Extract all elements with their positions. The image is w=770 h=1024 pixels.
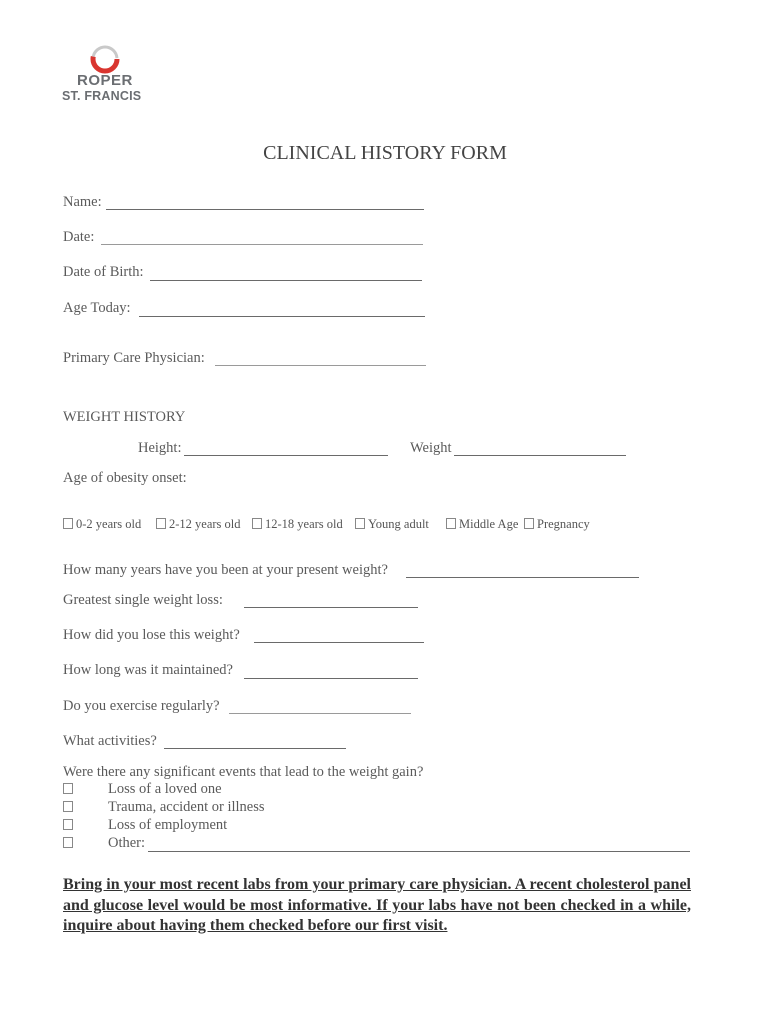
name-label: Name:	[63, 194, 102, 210]
event-label: Loss of employment	[108, 817, 228, 833]
how-lose-label: How did you lose this weight?	[63, 627, 240, 643]
event-label: Trauma, accident or illness	[108, 799, 265, 815]
checkbox-icon	[156, 518, 166, 529]
logo-text-roper: ROPER	[77, 72, 133, 89]
checkbox-icon	[446, 518, 456, 529]
weight-label: Weight	[410, 440, 452, 456]
form-title: CLINICAL HISTORY FORM	[263, 142, 507, 164]
onset-label: Age of obesity onset:	[63, 470, 187, 486]
weight-field[interactable]	[454, 455, 626, 456]
onset-option-2-12[interactable]: 2-12 years old	[156, 517, 241, 532]
date-field[interactable]	[101, 244, 423, 245]
pcp-field[interactable]	[215, 365, 426, 366]
checkbox-icon	[252, 518, 262, 529]
logo-text-st-francis: ST. FRANCIS	[62, 89, 142, 103]
onset-option-young-adult[interactable]: Young adult	[355, 517, 429, 532]
event-other-field[interactable]	[148, 851, 690, 852]
exercise-label: Do you exercise regularly?	[63, 698, 220, 714]
dob-label: Date of Birth:	[63, 264, 144, 280]
age-field[interactable]	[139, 316, 425, 317]
height-label: Height:	[138, 440, 182, 456]
weight-history-heading: WEIGHT HISTORY	[63, 409, 186, 425]
onset-option-pregnancy[interactable]: Pregnancy	[524, 517, 590, 532]
checkbox-icon	[63, 837, 73, 848]
name-field[interactable]	[106, 209, 424, 210]
how-lose-field[interactable]	[254, 642, 424, 643]
date-label: Date:	[63, 229, 95, 245]
checkbox-icon	[63, 518, 73, 529]
years-at-weight-field[interactable]	[406, 577, 639, 578]
age-label: Age Today:	[63, 300, 131, 316]
checkbox-icon	[355, 518, 365, 529]
greatest-loss-label: Greatest single weight loss:	[63, 592, 223, 608]
event-loss-loved-one[interactable]	[63, 781, 76, 798]
checkbox-icon	[63, 783, 73, 794]
height-field[interactable]	[184, 455, 388, 456]
labs-notice: Bring in your most recent labs from your primary care physician. A recent cholesterol panel and glucose level would be most informative. If your labs have not been checked in a while, inquire about having them checked before our first visit.	[63, 876, 691, 934]
events-question-label: Were there any significant events that lead to the weight gain?	[63, 764, 424, 780]
how-long-label: How long was it maintained?	[63, 662, 233, 678]
onset-option-middle-age[interactable]: Middle Age	[446, 517, 518, 532]
how-long-field[interactable]	[244, 678, 418, 679]
dob-field[interactable]	[150, 280, 422, 281]
checkbox-icon	[63, 819, 73, 830]
roper-logo-icon	[90, 44, 120, 74]
greatest-loss-field[interactable]	[244, 607, 418, 608]
years-at-weight-label: How many years have you been at your present weight?	[63, 562, 388, 578]
activities-field[interactable]	[164, 748, 346, 749]
onset-option-12-18[interactable]: 12-18 years old	[252, 517, 343, 532]
exercise-field[interactable]	[229, 713, 411, 714]
event-label: Loss of a loved one	[108, 781, 222, 797]
checkbox-icon	[524, 518, 534, 529]
event-label: Other:	[108, 835, 146, 851]
event-trauma[interactable]	[63, 799, 76, 816]
event-loss-employment[interactable]	[63, 817, 76, 834]
checkbox-icon	[63, 801, 73, 812]
activities-label: What activities?	[63, 733, 157, 749]
onset-option-0-2[interactable]: 0-2 years old	[63, 517, 141, 532]
pcp-label: Primary Care Physician:	[63, 350, 205, 366]
event-other[interactable]	[63, 835, 76, 852]
